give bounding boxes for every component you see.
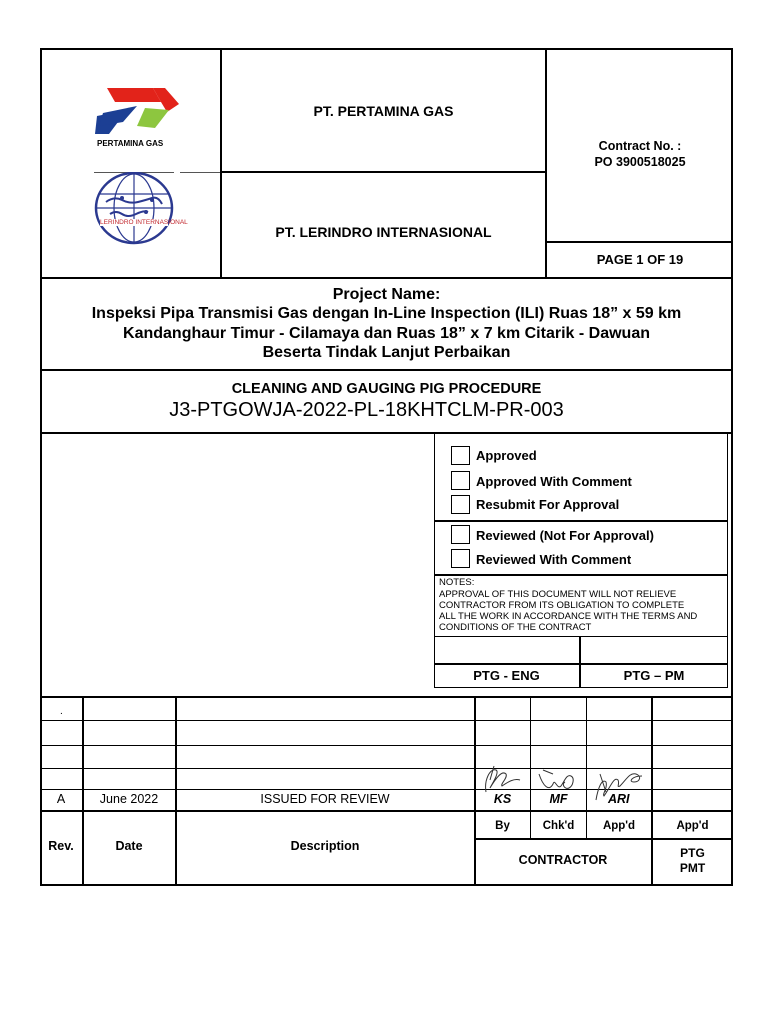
checkbox-resubmit-label: Resubmit For Approval xyxy=(476,497,620,512)
checkbox-approved-label: Approved xyxy=(476,448,537,463)
header-appd: App'd xyxy=(602,820,636,832)
rev-a-description: ISSUED FOR REVIEW xyxy=(260,792,390,806)
company-owner: PT. PERTAMINA GAS xyxy=(313,103,454,119)
document-number: J3-PTGOWJA-2022-PL-18KHTCLM-PR-003 xyxy=(169,399,564,421)
checkbox-resubmit[interactable] xyxy=(451,495,470,514)
notes-line3: ALL THE WORK IN ACCORDANCE WITH THE TERMS AND xyxy=(439,611,698,622)
header-pmt: PMT xyxy=(679,861,706,875)
rev-a-chkd: MF xyxy=(549,792,568,806)
blank-row-mark: . xyxy=(60,706,63,717)
project-name-line3: Beserta Tindak Lanjut Perbaikan xyxy=(262,344,511,361)
checkbox-approved[interactable] xyxy=(451,446,470,465)
contract-label: Contract No. : xyxy=(598,139,682,153)
notes-line1: APPROVAL OF THIS DOCUMENT WILL NOT RELIEVE xyxy=(439,589,677,600)
header-contractor: CONTRACTOR xyxy=(518,853,608,867)
checkbox-reviewed-with-comment-label: Reviewed With Comment xyxy=(476,552,632,567)
rev-a-by: KS xyxy=(493,792,512,806)
project-name-line1: Inspeksi Pipa Transmisi Gas dengan In-Line Inspection (ILI) Ruas 18” x 59 km xyxy=(91,305,682,322)
header-ptg: PTG xyxy=(680,846,705,860)
document-title: CLEANING AND GAUGING PIG PROCEDURE xyxy=(231,381,542,397)
checkbox-approved-with-comment-label: Approved With Comment xyxy=(476,474,632,489)
pertamina-logo xyxy=(93,86,183,152)
lerindro-logo-text: LERINDRO INTERNASIONAL xyxy=(100,219,188,226)
rev-a-appd: ARI xyxy=(608,792,630,806)
header-chkd: Chk'd xyxy=(542,820,575,832)
checkbox-reviewed-not-for-approval-label: Reviewed (Not For Approval) xyxy=(476,528,654,543)
notes-line4: CONDITIONS OF THE CONTRACT xyxy=(439,622,592,633)
sign-ptg-pm: PTG – PM xyxy=(623,668,685,683)
header-appd-ptg: App'd xyxy=(676,820,709,832)
header-date: Date xyxy=(115,839,143,853)
contract-number: PO 3900518025 xyxy=(594,155,686,169)
pertamina-logo-text: PERTAMINA GAS xyxy=(97,139,164,148)
rev-a: A xyxy=(56,792,66,806)
checkbox-approved-with-comment[interactable] xyxy=(451,471,470,490)
sign-ptg-eng: PTG - ENG xyxy=(473,668,540,683)
header-by: By xyxy=(495,820,510,832)
header-description: Description xyxy=(290,839,360,853)
checkbox-reviewed-not-for-approval[interactable] xyxy=(451,525,470,544)
rev-a-date: June 2022 xyxy=(99,792,159,806)
notes-line2: CONTRACTOR FROM ITS OBLIGATION TO COMPLETE xyxy=(439,600,685,611)
project-name-line2: Kandanghaur Timur - Cilamaya dan Ruas 18” x 7 km Citarik - Dawuan xyxy=(123,325,650,342)
company-contractor: PT. LERINDRO INTERNASIONAL xyxy=(275,224,492,240)
notes-title: NOTES: xyxy=(439,577,475,588)
page-indicator: PAGE 1 OF 19 xyxy=(596,252,684,267)
lerindro-logo xyxy=(92,172,188,248)
checkbox-reviewed-with-comment[interactable] xyxy=(451,549,470,568)
project-label: Project Name: xyxy=(332,286,441,303)
header-rev: Rev. xyxy=(48,839,74,853)
